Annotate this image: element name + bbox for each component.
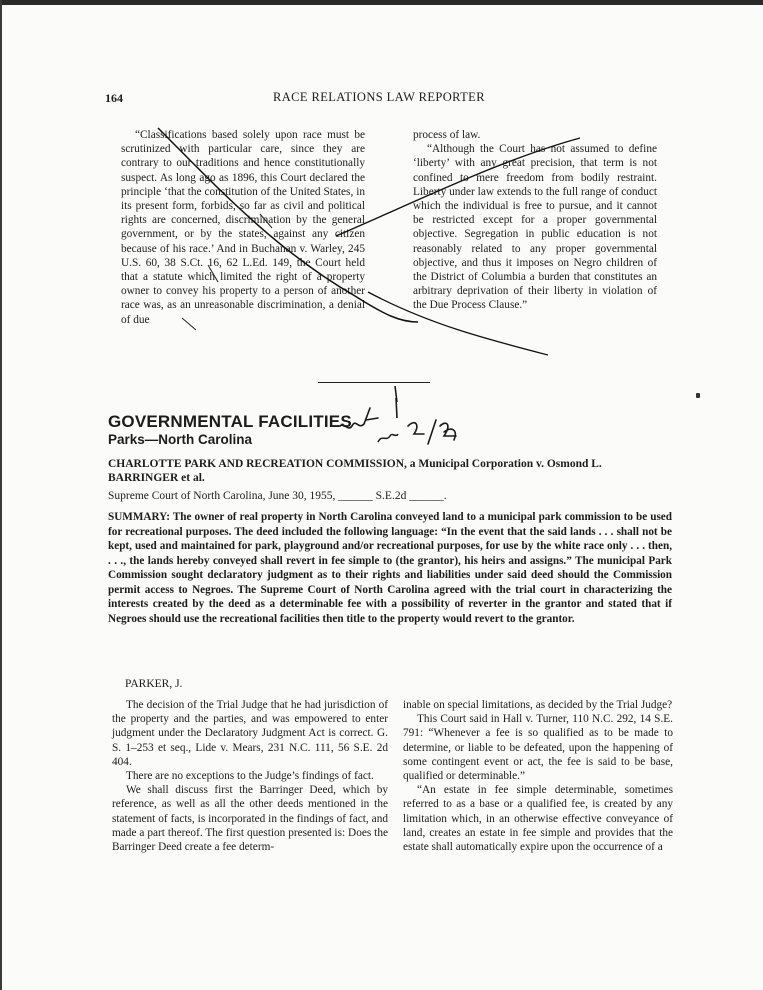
quote-continuation: process of law. xyxy=(413,129,481,141)
summary-label: SUMMARY: xyxy=(108,511,170,523)
court-citation: Supreme Court of North Carolina, June 30, 1955, ______ S.E.2d ______. xyxy=(108,490,447,502)
case-title xyxy=(108,457,674,485)
opinion-paragraph: The decision of the Trial Judge that he had jurisdiction of the property and the parties, and was empowered to enter judgment under the Declaratory Judgment Act is correct. G. S. 1–253 et seq., Lide v. Mears, 231 N.C. 111, 56 S.E. 2d 404. xyxy=(112,699,388,768)
case-summary xyxy=(108,510,672,626)
handwritten-annotation xyxy=(336,386,466,448)
opinion-paragraph: There are no exceptions to the Judge’s findings of fact. xyxy=(126,770,374,783)
scan-speck xyxy=(696,393,700,398)
opinion-paragraph: inable on special limitations, as decided by the Trial Judge? xyxy=(403,699,673,711)
section-subtitle: Parks—North Carolina xyxy=(108,432,253,447)
strike-line-left xyxy=(158,128,418,322)
quote-paragraph: “Although the Court has not assumed to define ‘liberty’ with any great precision, that term is not confined to mere freedom from bodily restraint. Liberty under law extends to the full range of conduct which the individual is free to pursue, and it cannot be restricted except for a proper governmental objective. Segregation in public education is not reasonably related to any proper governmental objective, and thus it imposes on Negro children of the District of Columbia a burden that constitutes an arbitrary deprivation of their liberty in violation of the Due Process Clause.” xyxy=(413,143,657,312)
opinion-paragraph: We shall discuss first the Barringer Deed, which by reference, as well as all the other deeds mentioned in the statement of facts, is incorporated in the findings of fact, and made a part thereof. The first question presented is: Does the Barringer Deed create a fee determ- xyxy=(112,784,388,854)
opinion-paragraph: “An estate in fee simple determinable, sometimes referred to as a base or a qualified fee, is created by any limitation which, in an otherwise effective conveyance of land, creates an estate in fee simple and provides that the estate shall automatically expire upon the occurrence of a xyxy=(403,784,673,854)
case-title-rest: a Municipal Corporation v. Osmond L. BARRINGER et al. xyxy=(108,458,602,484)
case-title-parties: CHARLOTTE PARK AND RECREATION COMMISSION, xyxy=(108,458,407,470)
section-title: GOVERNMENTAL FACILITIES xyxy=(108,412,352,431)
opinion-paragraph: This Court said in Hall v. Turner, 110 N.C. 292, 14 S.E. 791: “Whenever a fee is so qualified as to be made to determine, or liable to be defeated, upon the happening of some contingent event or act, the fee is said to be base, qualified or determinable.” xyxy=(403,713,673,783)
opinion-right-column xyxy=(403,698,673,854)
opinion-judge: PARKER, J. xyxy=(125,678,183,690)
strike-line-diagonal xyxy=(336,138,580,236)
strike-ticks xyxy=(182,214,272,330)
quote-paragraph: “Classifications based solely upon race must be scrutinized with particular care, since they are contrary to our traditions and hence constitutionally suspect. As long ago as 1896, this Court declared the principle ‘that the constitution of the United States, in its present form, forbids, so far as civil and political rights are concerned, discrimination by the general government, or by the states, against any citizen because of his race.’ And in Buchanan v. Warley, 245 U.S. 60, 38 S.Ct. 16, 62 L.Ed. 149, the Court held that a statute which limited the right of a property owner to convey his property to a person of another race was, as an unreasonable discrimination, a denial of due xyxy=(121,129,365,326)
running-head: RACE RELATIONS LAW REPORTER xyxy=(273,90,485,104)
section-rule xyxy=(318,382,430,383)
strike-line-tail xyxy=(368,292,548,355)
page-number: 164 xyxy=(105,91,123,105)
opinion-left-column xyxy=(112,698,388,854)
summary-text: The owner of real property in North Carolina conveyed land to a municipal park commission to be used for recreational purposes. The deed included the following language: “In the event that the said lands . . . shall not be kept, used and maintained for park, playground and/or recreational purposes, for use by the white race only . . . then, . . ., the lands hereby conveyed shall revert in fee simple to (the grantor), his heirs and assigns.” The municipal Park Commission sought declaratory judgment as to their rights and liabilities under said deed should the Commission permit access to Negroes. The Supreme Court of North Carolina agreed with the trial court in characterizing the interests created by the deed as a determinable fee with a possibility of reverter in the grantor and stated that if Negroes should use the recreational facilities then title to the property would revert to the grantor. xyxy=(108,511,672,625)
